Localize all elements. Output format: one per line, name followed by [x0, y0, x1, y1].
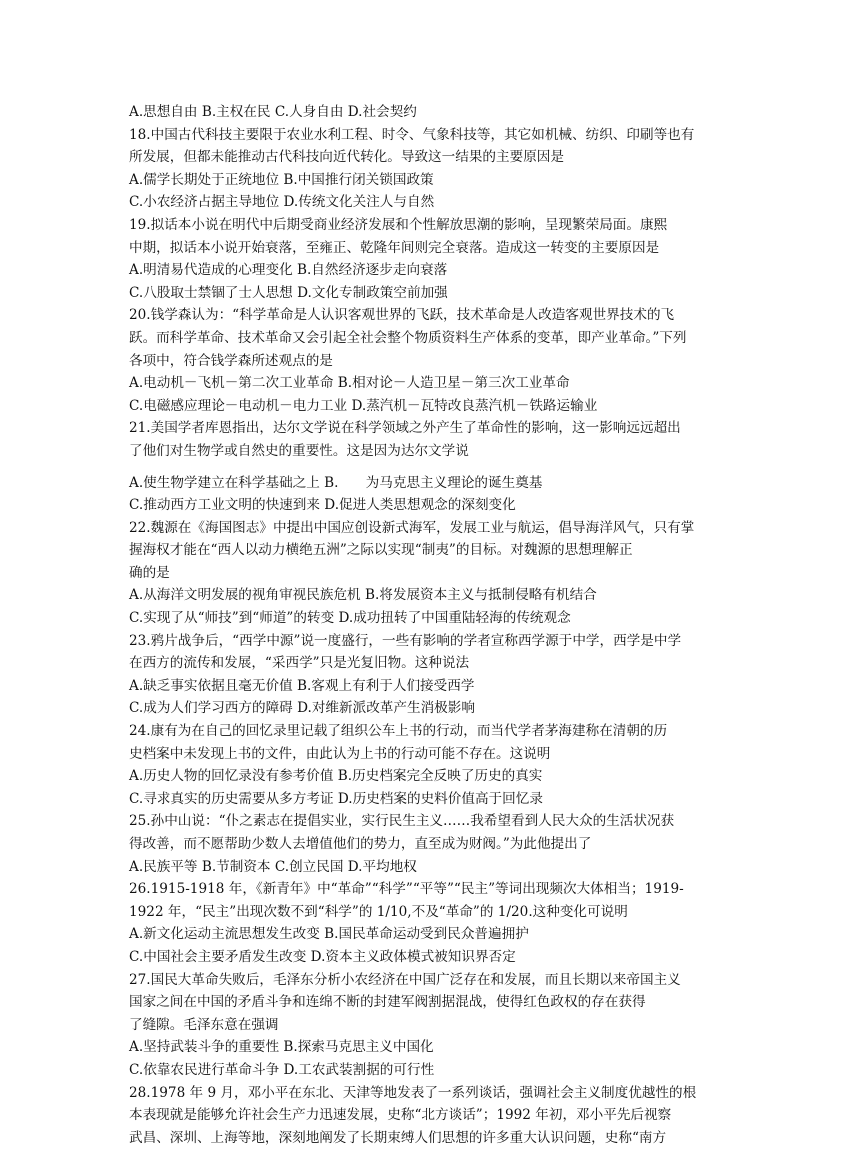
text-line: 握海权才能在“西人以动力横绝五洲”之际以实现“制夷”的目标。对魏源的思想理解正 — [129, 542, 633, 559]
text-line: A.缺乏事实依据且毫无价值 B.客观上有利于人们接受西学 — [129, 677, 475, 694]
text-line: A.明清易代造成的心理变化 B.自然经济逐步走向衰落 — [129, 262, 448, 279]
text-line: 史档案中未发现上书的文件，由此认为上书的行动可能不存在。这说明 — [129, 745, 551, 762]
text-line: C.推动西方工业文明的快速到来 D.促进人类思想观念的深刻变化 — [129, 497, 516, 514]
text-line: 得改善，而不愿帮助少数人去增值他们的势力，直至成为财阀。”为此他提出了 — [129, 836, 592, 852]
text-line: 武昌、深圳、上海等地，深刻地阐发了长期束缚人们思想的许多重大认识问题，史称“南方 — [129, 1129, 667, 1146]
text-line: A.民族平等 B.节制资本 C.创立民国 D.平均地权 — [129, 858, 417, 875]
text-line: 在西方的流传和发展，“采西学”只是光复旧物。这种说法 — [129, 655, 470, 672]
text-line: 各项中，符合钱学森所述观点的是 — [129, 352, 333, 369]
text-line: A.从海洋文明发展的视角审视民族危机 B.将发展资本主义与抵制侵略有机结合 — [129, 587, 597, 604]
text-line: 所发展，但都未能推动古代科技向近代转化。导致这一结果的主要原因是 — [129, 149, 564, 166]
text-line: C.实现了从“师技”到“师道”的转变 D.成功扭转了中国重陆轻海的传统观念 — [129, 610, 571, 627]
text-line: A.思想自由 B.主权在民 C.人身自由 D.社会契约 — [129, 104, 417, 120]
text-line: 确的是 — [129, 564, 170, 581]
text-line: 国家之间在中国的矛盾斗争和连绵不断的封建军阀割据混战，使得红色政权的存在获得 — [129, 994, 646, 1011]
text-line: 18.中国古代科技主要限于农业水利工程、时令、气象科技等，其它如机械、纺织、印刷等也有 — [129, 126, 695, 143]
text-line: 中期，拟话本小说开始衰落，至雍正、乾隆年间则完全衰落。造成这一转变的主要原因是 — [129, 239, 660, 256]
text-line: C.小农经济占据主导地位 D.传统文化关注人与自然 — [129, 194, 435, 211]
text-line: 21.美国学者库恩指出，达尔文学说在科学领域之外产生了革命性的影响，这一影响远远超出 — [129, 420, 681, 437]
text-line: C.成为人们学习西方的障碍 D.对维新派改革产生消极影响 — [129, 700, 475, 717]
text-line: 26.1915-1918 年，《新青年》中“革命”“科学”“平等”“民主”等词出现频次大体相当；1919- — [129, 881, 684, 898]
text-line: 23.鸦片战争后，“西学中源”说一度盛行，一些有影响的学者宣称西学源于中学，西学是中学 — [129, 632, 682, 649]
text-line: C.电磁感应理论－电动机－电力工业 D.蒸汽机－瓦特改良蒸汽机－铁路运输业 — [129, 397, 598, 414]
text-line: 28.1978 年 9 月，邓小平在东北、天津等地发表了一系列谈话，强调社会主义制度优越性的根 — [129, 1084, 697, 1101]
text-line: 本表现就是能够允许社会生产力迅速发展，史称“北方谈话”；1992 年初，邓小平先后视察 — [129, 1107, 672, 1124]
text-line: 了缝隙。毛泽东意在强调 — [129, 1016, 279, 1033]
text-line: 20.钱学森认为：“科学革命是人认识客观世界的飞跃，技术革命是人改造客观世界技术的飞 — [129, 307, 675, 324]
question-text-block — [129, 101, 749, 1149]
text-line: 22.魏源在《海国图志》中提出中国应创设新式海军，发展工业与航运，倡导海洋风气，只有掌 — [129, 519, 695, 536]
text-line: C.中国社会主要矛盾发生改变 D.资本主义政体模式被知识界否定 — [129, 948, 516, 965]
text-line: C.寻求真实的历史需要从多方考证 D.历史档案的史料价值高于回忆录 — [129, 790, 543, 807]
text-line: 24.康有为在自己的回忆录里记载了组织公车上书的行动，而当代学者茅海建称在清朝的历 — [129, 723, 668, 740]
text-line: 1922 年，“民主”出现次数不到“科学”的 1/10,不及“革命”的 1/20.这种变化可说明 — [129, 903, 628, 920]
text-line: 27.国民大革命失败后，毛泽东分析小农经济在中国广泛存在和发展，而且长期以来帝国主义 — [129, 971, 681, 988]
text-line: A.新文化运动主流思想发生改变 B.国民革命运动受到民众普遍拥护 — [129, 926, 529, 943]
text-line: A.坚持武装斗争的重要性 B.探索马克思主义中国化 — [129, 1039, 434, 1056]
text-line: 了他们对生物学或自然史的重要性。这是因为达尔文学说 — [129, 442, 469, 459]
text-line: 19.拟话本小说在明代中后期受商业经济发展和个性解放思潮的影响，呈现繁荣局面。康熙 — [129, 216, 668, 233]
text-line: 跃。而科学革命、技术革命又会引起全社会整个物质资料生产体系的变革，即产业革命。”下列 — [129, 329, 687, 346]
text-line: 25.孙中山说：“仆之素志在提倡实业，实行民生主义……我希望看到人民大众的生活状况获 — [129, 813, 675, 830]
text-line: A.历史人物的回忆录没有参考价值 B.历史档案完全反映了历史的真实 — [129, 768, 543, 785]
text-line: C.依靠农民进行革命斗争 D.工农武装割据的可行性 — [129, 1061, 435, 1078]
text-line: C.八股取士禁锢了士人思想 D.文化专制政策空前加强 — [129, 284, 448, 301]
text-line: A.使生物学建立在科学基础之上 B. 为马克思主义理论的诞生奠基 — [129, 474, 543, 491]
text-line: A.儒学长期处于正统地位 B.中国推行闭关锁国政策 — [129, 171, 434, 188]
text-line: A.电动机－飞机－第二次工业革命 B.相对论－人造卫星－第三次工业革命 — [129, 375, 570, 392]
blank-spacer — [129, 463, 749, 472]
